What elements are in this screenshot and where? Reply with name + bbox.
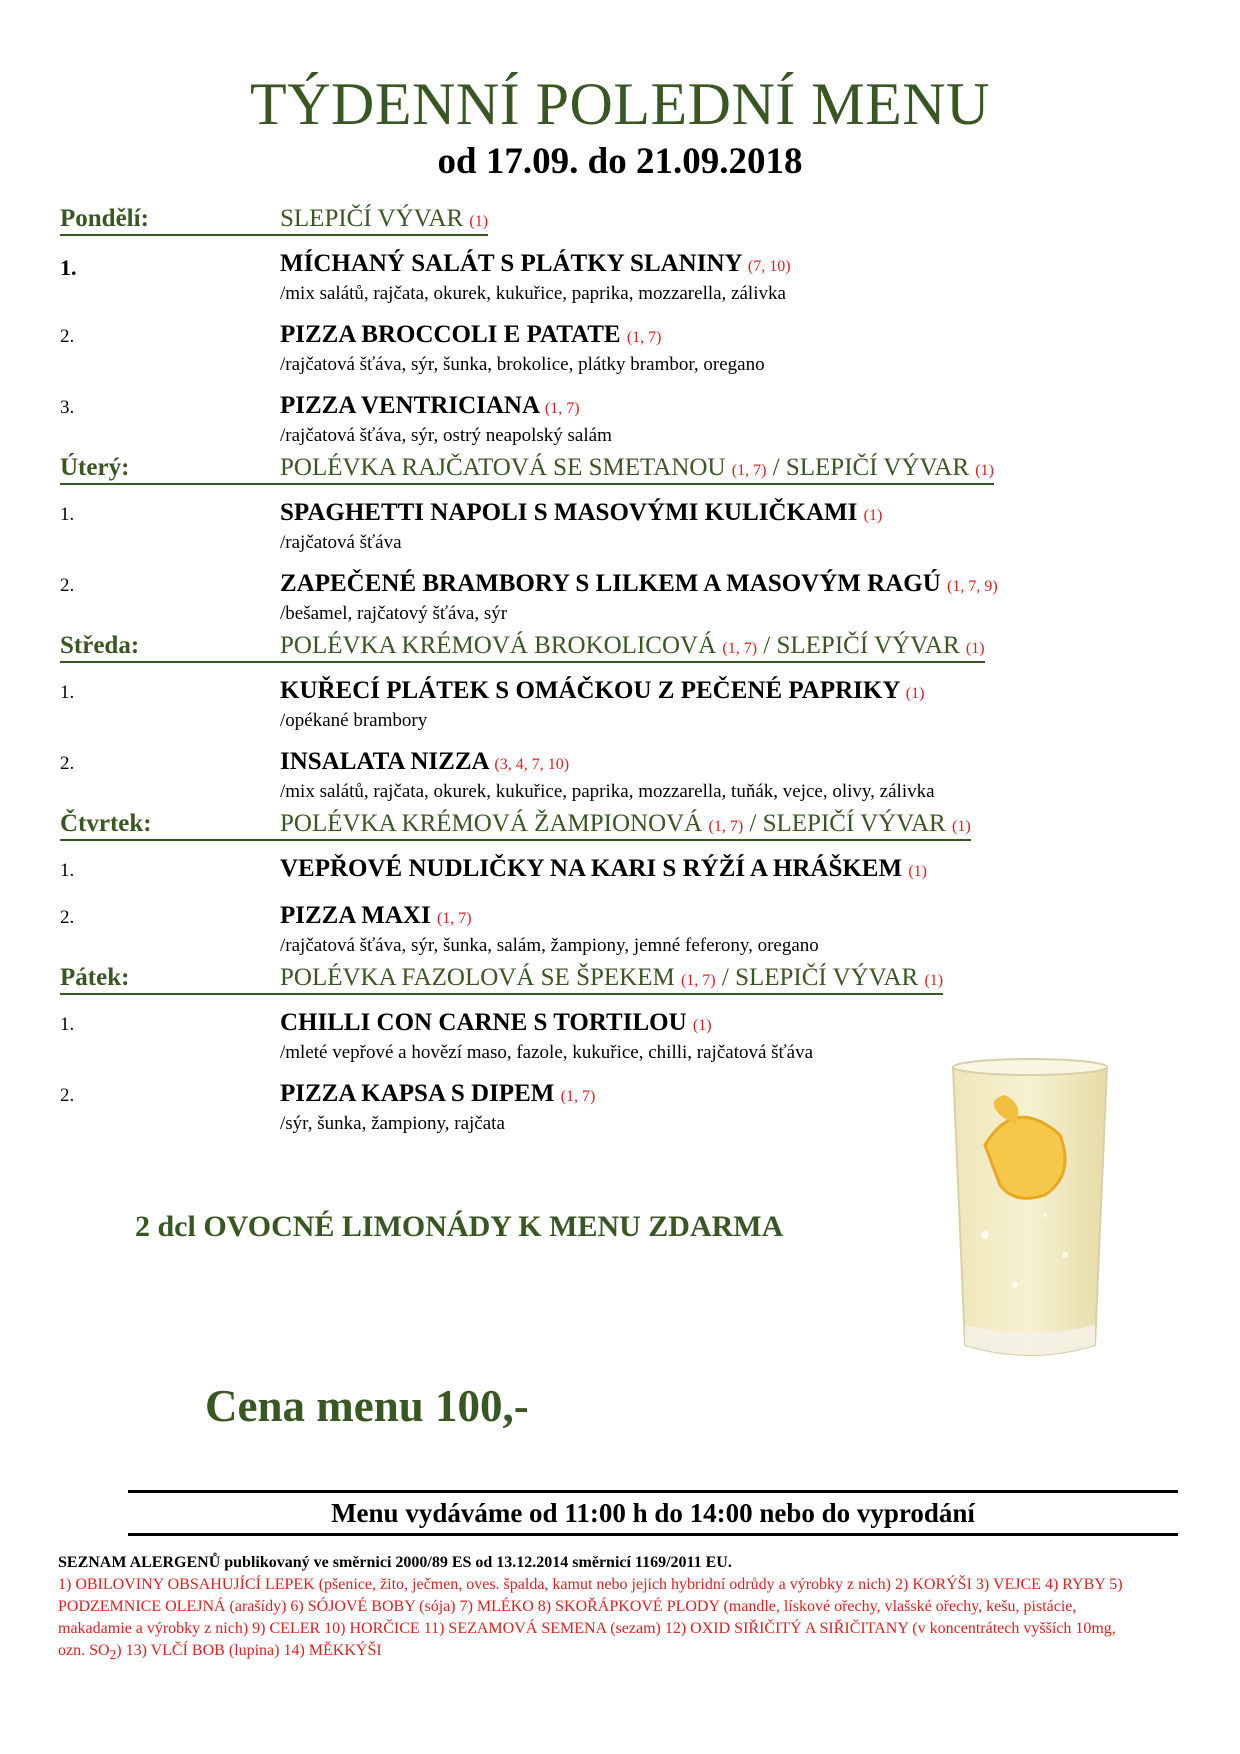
soup-allergens: (1) (975, 462, 994, 479)
dish-name: MÍCHANÝ SALÁT S PLÁTKY SLANINY (280, 250, 742, 277)
soup-name: POLÉVKA RAJČATOVÁ SE SMETANOU (280, 454, 726, 481)
soup-allergens: (1) (924, 972, 944, 989)
allergen-subscript: 2 (109, 1647, 117, 1663)
soup-name: SLEPIČÍ VÝVAR (785, 454, 970, 481)
menu-item-number: 1. (60, 682, 75, 703)
dish-description: /rajčatová šťáva (280, 532, 402, 553)
menu-item (60, 747, 1120, 804)
dish-name: SPAGHETTI NAPOLI S MASOVÝMI KULIČKAMI (280, 499, 858, 526)
lemonade-glass-image (945, 1055, 1115, 1375)
dish-allergens: (1) (692, 1017, 712, 1034)
soup-name: SLEPIČÍ VÝVAR (280, 205, 464, 232)
dish-name: KUŘECÍ PLÁTEK S OMÁČKOU Z PEČENÉ PAPRIKY (280, 677, 900, 704)
soup-allergens: (1) (469, 213, 489, 230)
menu-item-number: 2. (60, 907, 75, 928)
day-name: Pondělí: (60, 205, 280, 236)
dish-name: PIZZA KAPSA S DIPEM (280, 1080, 555, 1107)
menu-item-number: 1. (60, 1014, 75, 1035)
dish-name: CHILLI CON CARNE S TORTILOU (280, 1009, 687, 1036)
soup-name: POLÉVKA KRÉMOVÁ ŽAMPIONOVÁ (280, 810, 703, 837)
soup-of-day (280, 205, 488, 236)
promo-text: 2 dcl OVOCNÉ LIMONÁDY K MENU ZDARMA (135, 1210, 784, 1243)
soup-allergens: (1, 7) (731, 462, 767, 479)
menu-item-number: 2. (60, 575, 75, 596)
menu-item (60, 320, 1120, 377)
allergen-list (58, 1552, 1128, 1666)
allergen-heading: SEZNAM ALERGENŮ publikovaný ve směrnici 2000/89 ES od 13.12.2014 směrnicí 1169/2011 EU. (58, 1554, 732, 1571)
dish-description: /rajčatová šťáva, sýr, ostrý neapolský salám (280, 425, 612, 446)
day-header (60, 964, 1120, 1000)
soup-of-day (280, 632, 985, 663)
dish-name: PIZZA BROCCOLI E PATATE (280, 321, 621, 348)
dish-name: PIZZA VENTRICIANA (280, 392, 539, 419)
soup-of-day (280, 454, 994, 485)
day-name: Pátek: (60, 964, 280, 995)
day-name: Středa: (60, 632, 280, 663)
day-header (60, 632, 1120, 668)
day-header (60, 454, 1120, 490)
soup-of-day (280, 810, 971, 841)
dish-allergens: (7, 10) (747, 258, 791, 275)
day-name: Čtvrtek: (60, 810, 280, 841)
dish-description: /bešamel, rajčatový šťáva, sýr (280, 603, 508, 624)
serving-hours-box (128, 1490, 1178, 1536)
soup-allergens: (1, 7) (680, 972, 716, 989)
menu-item (60, 676, 1120, 733)
dish-allergens: (1, 7) (560, 1088, 596, 1105)
dish-name: INSALATA NIZZA (280, 748, 489, 775)
dish-name: ZAPEČENÉ BRAMBORY S LILKEM A MASOVÝM RAGÚ (280, 570, 941, 597)
allergen-items-text-end: ) 13) VLČÍ BOB (lupina) 14) MĚKKÝŠI (116, 1642, 382, 1659)
soup-name: SLEPIČÍ VÝVAR (762, 810, 946, 837)
allergen-items (58, 1574, 1128, 1666)
menu-item-number: 2. (60, 326, 75, 347)
dish-allergens: (1) (863, 507, 883, 524)
dish-allergens: (1, 7) (436, 910, 472, 927)
dish-allergens: (1, 7) (626, 329, 662, 346)
dish-allergens: (3, 4, 7, 10) (494, 756, 570, 773)
dish-description: /rajčatová šťáva, sýr, šunka, salám, žampiony, jemné feferony, oregano (280, 935, 819, 956)
menu-item (60, 391, 1120, 448)
dish-description: /sýr, šunka, žampiony, rajčata (280, 1113, 505, 1134)
day-header (60, 810, 1120, 846)
soup-of-day (280, 964, 943, 995)
dish-name: PIZZA MAXI (280, 902, 431, 929)
menu-item-number: 1. (60, 860, 75, 881)
dish-description: /mix salátů, rajčata, okurek, kukuřice, paprika, mozzarella, tuňák, vejce, olivy, zálivka (280, 781, 935, 802)
soup-name: SLEPIČÍ VÝVAR (776, 632, 960, 659)
soup-allergens: (1, 7) (708, 818, 744, 835)
menu-item (60, 854, 1120, 887)
dish-allergens: (1, 7) (544, 400, 580, 417)
menu-item (60, 249, 1120, 306)
dish-allergens: (1) (908, 863, 927, 880)
soup-separator: / (743, 810, 763, 837)
soup-separator: / (715, 964, 736, 991)
day-header (60, 205, 1120, 241)
menu-item (60, 498, 1120, 555)
page-title: TÝDENNÍ POLEDNÍ MENU (250, 71, 990, 137)
soup-allergens: (1, 7) (722, 640, 758, 657)
menu-item-number: 1. (60, 255, 77, 280)
date-range: od 17.09. do 21.09.2018 (437, 141, 803, 182)
menu-item (60, 901, 1120, 958)
soup-name: POLÉVKA KRÉMOVÁ BROKOLICOVÁ (280, 632, 717, 659)
dish-allergens: (1, 7, 9) (947, 578, 998, 595)
menu-item (60, 569, 1120, 626)
allergen-items-text: 1) OBILOVINY OBSAHUJÍCÍ LEPEK (pšenice, žito, ječmen, oves. špalda, kamut nebo jejich hybridní odrůdy a výrobky z nich) 2) KORÝŠI 3) VEJCE 4) RYBY 5) PODZEMNICE OLEJNÁ (arašídy) 6) SÓJOVÉ BOBY (sója) 7) MLÉKO 8) SKOŘÁPKOVÉ PLODY (mandle, lískové ořechy, vlašské ořechy, kešu, pistácie, makadamie a výrobky z nich) 9) CELER 10) HORČICE 11) SEZAMOVÁ SEMENA (sezam) 12) OXID SIŘIČITÝ A SIŘIČITANY (v koncentrátech vyšších 10mg, ozn. SO (58, 1576, 1123, 1659)
dish-description: /opékané brambory (280, 710, 428, 731)
serving-hours: Menu vydáváme od 11:00 h do 14:00 nebo do vyprodání (331, 1498, 975, 1528)
dish-allergens: (1) (905, 685, 925, 702)
soup-allergens: (1) (952, 818, 971, 835)
dish-name: VEPŘOVÉ NUDLIČKY NA KARI S RÝŽÍ A HRÁŠKEM (280, 855, 903, 882)
soup-separator: / (766, 454, 786, 481)
soup-separator: / (757, 632, 777, 659)
menu-price: Cena menu 100,- (205, 1381, 529, 1431)
day-name: Úterý: (60, 454, 280, 485)
dish-description: /mix salátů, rajčata, okurek, kukuřice, paprika, mozzarella, zálivka (280, 283, 786, 304)
menu-item-number: 2. (60, 1085, 75, 1106)
menu-item-number: 2. (60, 753, 75, 774)
soup-allergens: (1) (965, 640, 985, 657)
dish-description: /mleté vepřové a hovězí maso, fazole, kukuřice, chilli, rajčatová šťáva (280, 1042, 814, 1063)
soup-name: POLÉVKA FAZOLOVÁ SE ŠPEKEM (280, 964, 675, 991)
dish-description: /rajčatová šťáva, sýr, šunka, brokolice, plátky brambor, oregano (280, 354, 765, 375)
soup-name: SLEPIČÍ VÝVAR (735, 964, 919, 991)
menu-item-number: 3. (60, 397, 75, 418)
weekly-menu (60, 205, 1120, 1142)
menu-item-number: 1. (60, 504, 75, 525)
